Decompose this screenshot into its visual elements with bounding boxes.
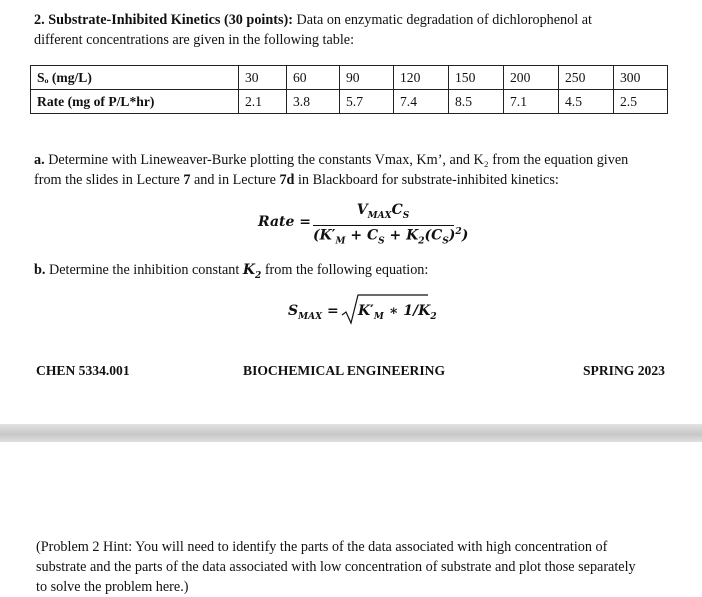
table-cell: 8.5 bbox=[449, 90, 504, 114]
table-cell: 200 bbox=[504, 66, 559, 90]
table-cell: 90 bbox=[340, 66, 394, 90]
fraction-bar bbox=[313, 225, 454, 226]
part-a-text: in Blackboard for substrate-inhibited kinetics: bbox=[294, 172, 559, 188]
part-a-text: from the slides in Lecture bbox=[34, 172, 184, 188]
equation-numerator: $V_{MAX}C_S$ bbox=[356, 202, 410, 221]
hint-line2: substrate and the parts of the data associated with low concentration of substrate and plot those separately bbox=[36, 559, 636, 575]
problem-intro-line1: Data on enzymatic degradation of dichlorophenol at bbox=[296, 12, 592, 28]
table-cell: 2.5 bbox=[614, 90, 668, 114]
table-cell: 7.4 bbox=[394, 90, 449, 114]
table-cell: 7.1 bbox=[504, 90, 559, 114]
lecture-ref: 7d bbox=[279, 172, 295, 188]
table-row bbox=[31, 90, 668, 114]
problem-intro bbox=[34, 11, 592, 30]
part-a-label: a. bbox=[34, 152, 45, 168]
table-cell: 5.7 bbox=[340, 90, 394, 114]
table-cell: 4.5 bbox=[559, 90, 614, 114]
problem-intro-line2: different concentrations are given in the following table: bbox=[34, 32, 355, 48]
equation2-lhs: $S_{MAX}$ = bbox=[288, 303, 339, 322]
equation2-radicand: $K'_M$ ∗ $1/K_2$ bbox=[358, 303, 437, 322]
row1-label: Sₒ (mg/L) bbox=[31, 66, 239, 90]
equation-denominator: $(K'_M + C_S + K_2(C_S)^2)$ bbox=[313, 227, 469, 247]
table-cell: 30 bbox=[239, 66, 287, 90]
table-cell: 120 bbox=[394, 66, 449, 90]
lecture-ref: 7 bbox=[183, 172, 191, 188]
table-cell: 3.8 bbox=[287, 90, 340, 114]
footer-term: SPRING 2023 bbox=[583, 363, 665, 378]
table-row bbox=[31, 66, 668, 90]
part-b-text: Determine the inhibition constant bbox=[48, 262, 243, 278]
hint-line1: (Problem 2 Hint: You will need to identify the parts of the data associated with high concentration of bbox=[36, 539, 608, 555]
footer-course: CHEN 5334.001 bbox=[36, 363, 130, 378]
row2-label: Rate (mg of P/L*hr) bbox=[31, 90, 239, 114]
page-2 bbox=[0, 442, 702, 597]
table-cell: 250 bbox=[559, 66, 614, 90]
page-separator bbox=[0, 424, 702, 442]
table-cell: 60 bbox=[287, 66, 340, 90]
problem-heading: 2. Substrate-Inhibited Kinetics (30 points): bbox=[34, 12, 293, 28]
part-b-text: from the following equation: bbox=[264, 262, 429, 278]
data-table bbox=[30, 65, 668, 114]
part-b-label: b. bbox=[34, 262, 46, 278]
part-a-text: Determine with Lineweaver-Burke plotting the constants Vmax, Km’, and K₂ from the equation given bbox=[48, 152, 629, 168]
part-a-line2 bbox=[34, 171, 559, 190]
hint-line3: to solve the problem here.) bbox=[36, 579, 189, 595]
equation-lhs: Rate = bbox=[258, 214, 312, 230]
table-cell: 300 bbox=[614, 66, 668, 90]
table-cell: 2.1 bbox=[239, 90, 287, 114]
part-a-line1 bbox=[34, 151, 628, 170]
table-cell: 150 bbox=[449, 66, 504, 90]
part-a-text: and in Lecture bbox=[190, 172, 280, 188]
footer-title: BIOCHEMICAL ENGINEERING bbox=[243, 363, 446, 378]
part-b: b. Determine the inhibition constant $K_2$ from the following equation: bbox=[34, 262, 429, 281]
